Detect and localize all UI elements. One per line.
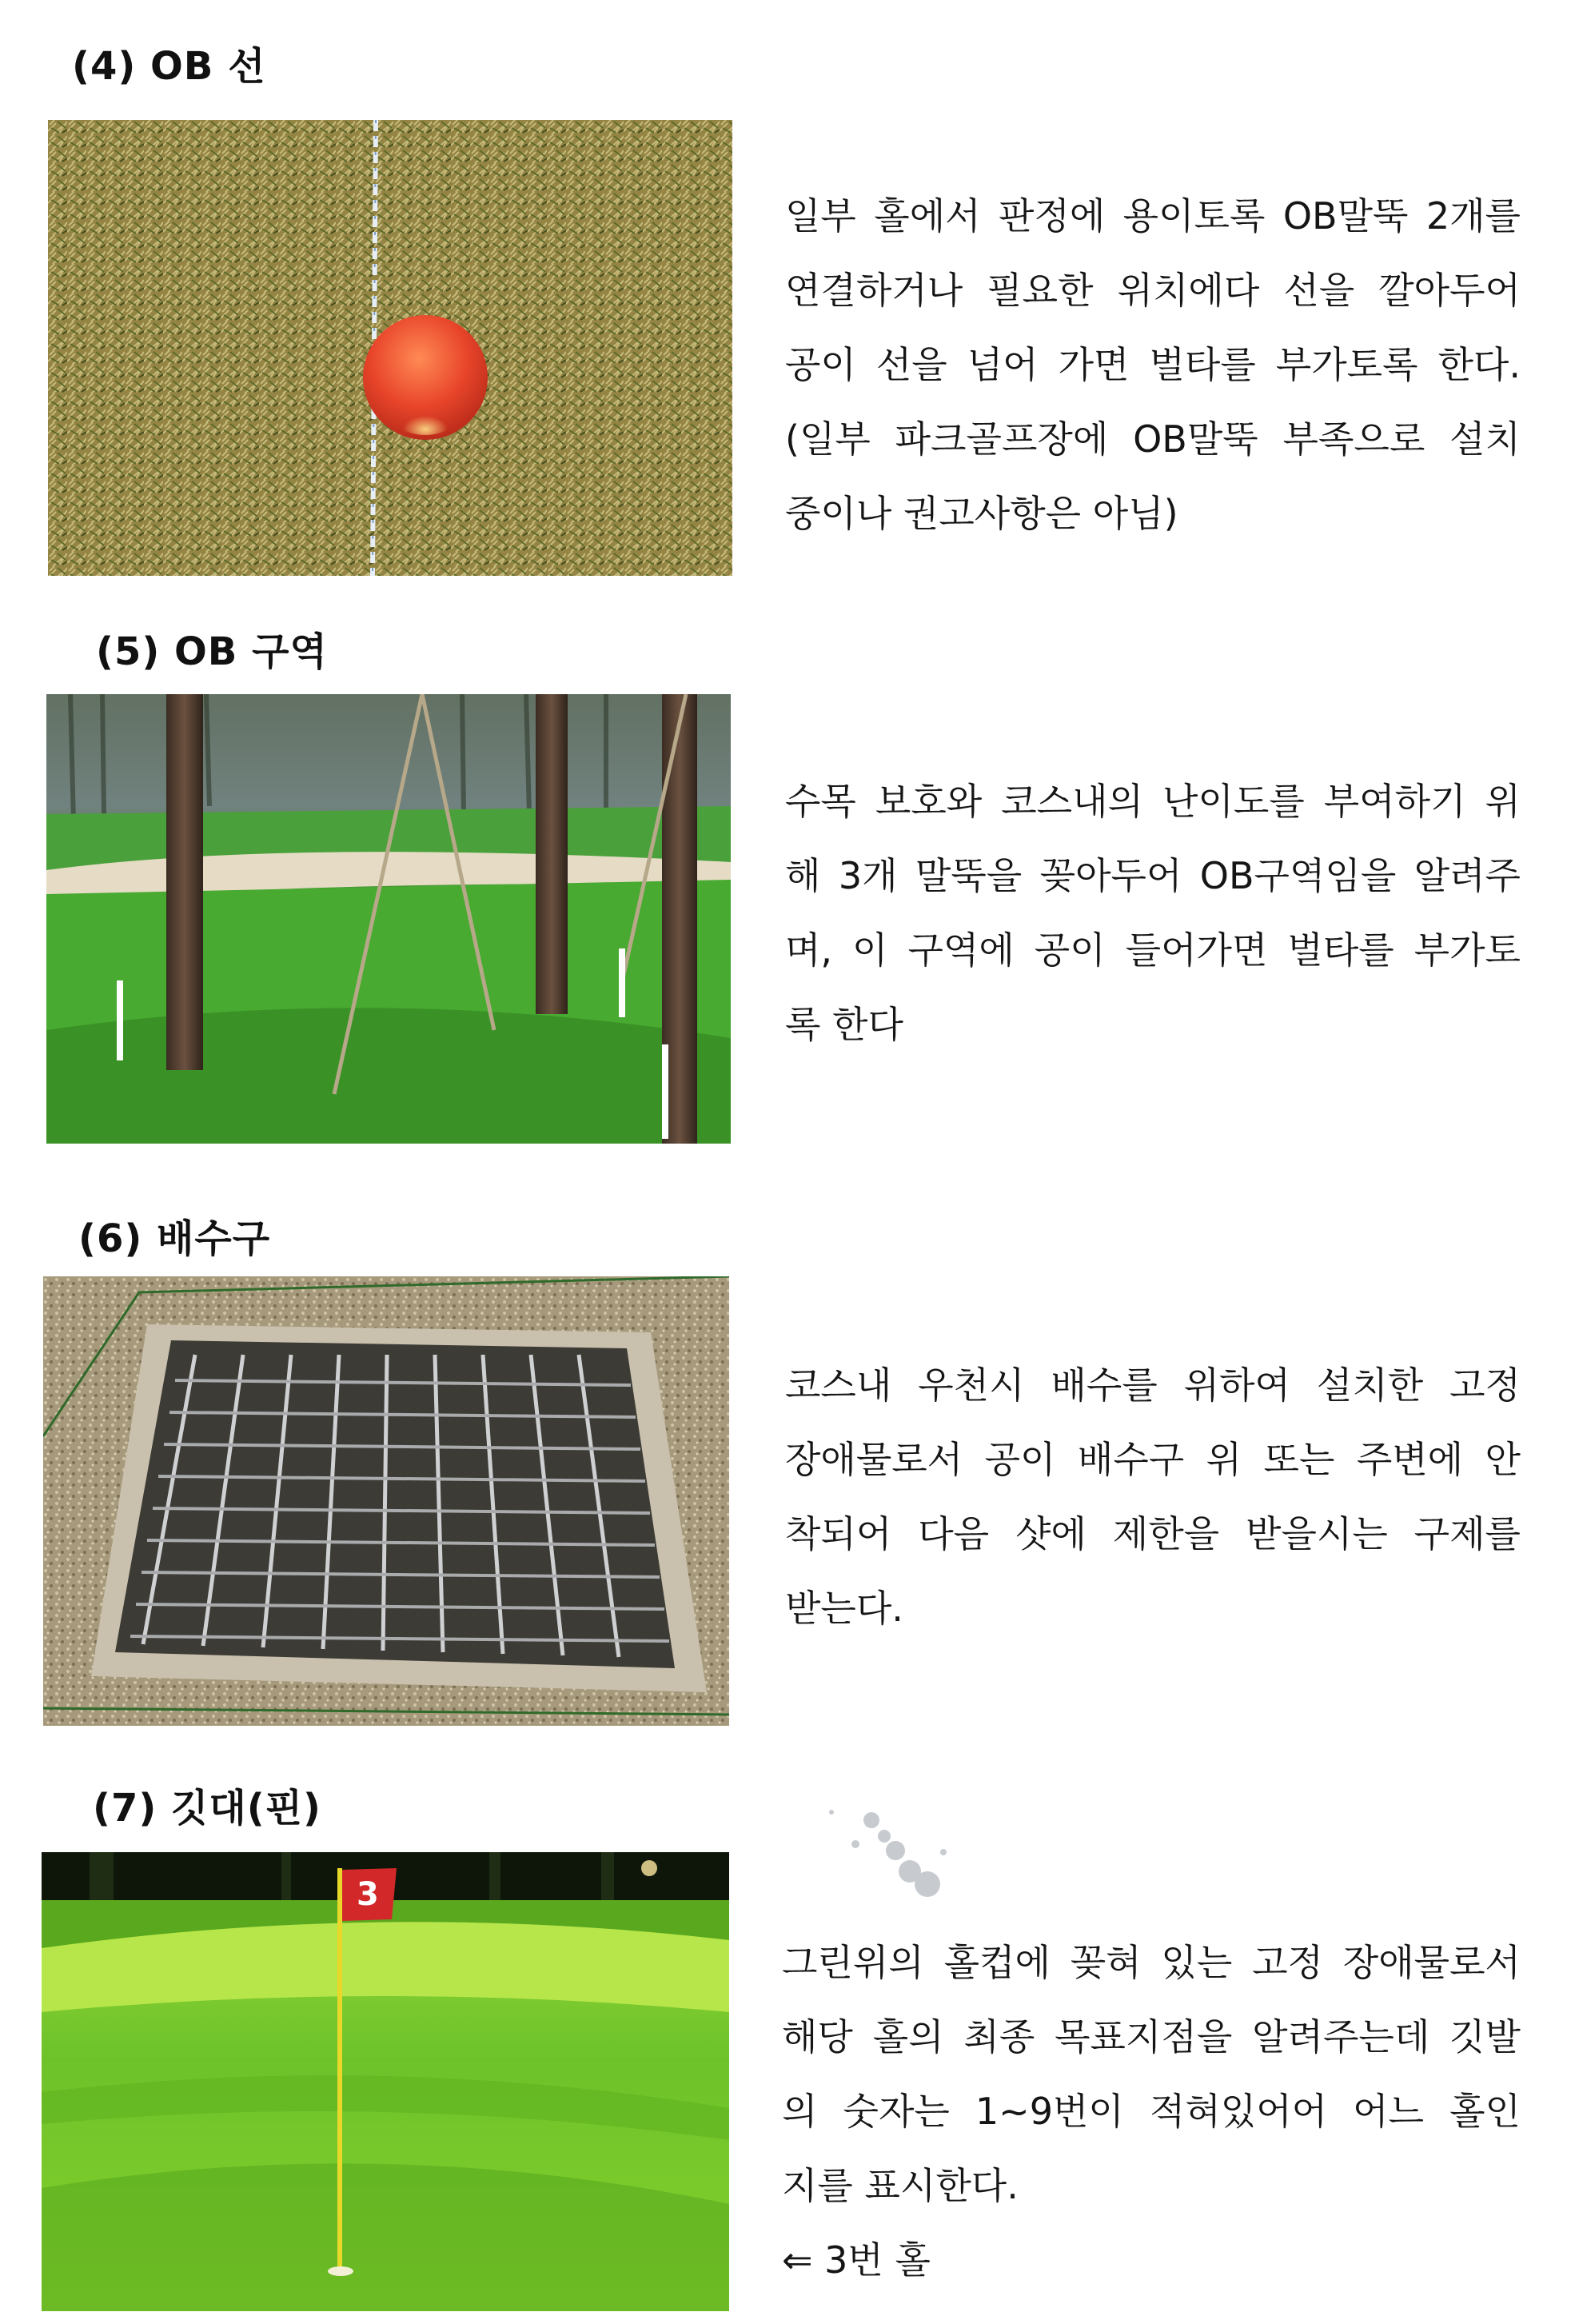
section-heading-ob-line: (4) OB 선 [72, 44, 266, 89]
section-heading-flagstick: (7) 깃대(핀) [93, 1786, 321, 1831]
desc-line: 의 숫자는 1~9번이 적혀있어어 어느 홀인 [782, 2090, 1521, 2133]
desc-line: 수목 보호와 코스내의 난이도를 부여하기 위 [785, 780, 1521, 823]
desc-line: 공이 선을 넘어 가면 벌타를 부가토록 한다. [785, 343, 1521, 386]
desc-line: 며, 이 구역에 공이 들어가면 벌타를 부가토 [785, 928, 1521, 972]
desc-line: 착되어 다음 샷에 제한을 받을시는 구제를 [785, 1512, 1521, 1555]
desc-line: 해당 홀의 최종 목표지점을 알려주는데 깃발 [782, 2015, 1521, 2058]
scan-smudge-mark [807, 1788, 959, 1916]
ob-zone-photo [46, 694, 731, 1144]
desc-line: 해 3개 말뚝을 꽂아두어 OB구역임을 알려주 [785, 854, 1521, 897]
desc-line: 장애물로서 공이 배수구 위 또는 주변에 안 [785, 1438, 1521, 1481]
desc-line: 중이나 권고사항은 아님) [785, 492, 1178, 535]
flagstick-description [782, 1926, 1521, 2298]
flagstick-photo [42, 1852, 729, 2311]
hole-number-caption: ⇐ 3번 홀 [782, 2238, 931, 2282]
section-heading-drain: (6) 배수구 [78, 1216, 271, 1261]
ob-line-photo [48, 120, 732, 576]
section-heading-ob-zone: (5) OB 구역 [96, 629, 328, 674]
ob-zone-description [785, 765, 1521, 1062]
drain-grate-photo [43, 1276, 729, 1726]
desc-line: 연결하거나 필요한 위치에다 선을 깔아두어 [785, 269, 1521, 312]
ob-line-description [785, 179, 1521, 551]
drain-description [785, 1348, 1521, 1646]
desc-line: 지를 표시한다. [782, 2164, 1019, 2207]
desc-line: (일부 파크골프장에 OB말뚝 부족으로 설치 [785, 417, 1521, 461]
desc-line: 그린위의 홀컵에 꽂혀 있는 고정 장애물로서 [782, 1941, 1521, 1984]
desc-line: 코스내 우천시 배수를 위하여 설치한 고정 [785, 1364, 1521, 1407]
desc-line: 받는다. [785, 1587, 903, 1630]
svg-text:3: 3 [357, 1876, 379, 1913]
desc-line: 록 한다 [785, 1003, 903, 1046]
desc-line: 일부 홀에서 판정에 용이토록 OB말뚝 2개를 [785, 194, 1521, 238]
